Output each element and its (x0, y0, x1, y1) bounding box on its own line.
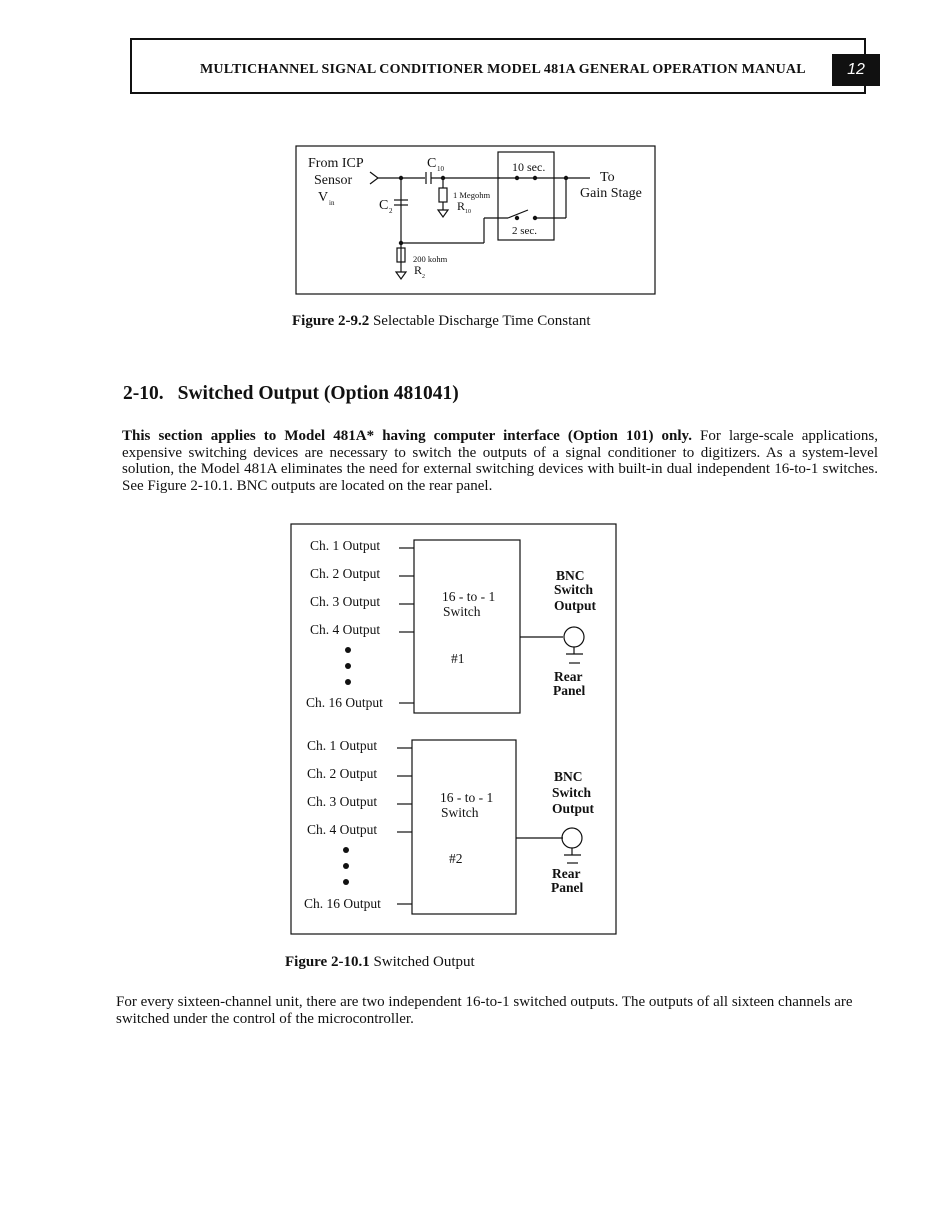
discharge-circuit-diagram (0, 0, 950, 340)
s1-bnc-output: Output (554, 598, 597, 613)
s2-label-line1: 16 - to - 1 (440, 790, 494, 805)
s1-bnc-switch: Switch (554, 582, 594, 597)
s2-input-ch2: Ch. 2 Output (307, 766, 378, 781)
s2-label-line2: Switch (441, 805, 479, 820)
s2-bnc: BNC (554, 769, 583, 784)
r10-value-label: 1 Megohm (453, 190, 491, 200)
s1-label-line2: Switch (443, 604, 481, 619)
r10-subscript: 10 (465, 209, 471, 215)
r2-value-label: 200 kohm (413, 254, 448, 264)
figure-2-9-2-caption-number: Figure 2-9.2 (292, 313, 370, 329)
to-label: To (600, 170, 615, 185)
vin-label: V (318, 190, 329, 205)
c2-subscript: 2 (389, 207, 393, 215)
figure-2-10-1-caption-number: Figure 2-10.1 (285, 954, 370, 970)
r10-label: R (457, 199, 466, 213)
c10-subscript: 10 (437, 165, 444, 173)
s1-id: #1 (451, 651, 465, 666)
closing-paragraph: For every sixteen-channel unit, there are two independent 16-to-1 switched outputs. The outputs of all sixteen channels are switched under the control of the microcontroller. (116, 994, 853, 1027)
figure-2-10-1-caption (285, 954, 475, 971)
s1-panel: Panel (553, 683, 586, 698)
s2-input-ch3: Ch. 3 Output (307, 794, 378, 809)
s1-input-ch16: Ch. 16 Output (306, 695, 383, 710)
s2-input-ch1: Ch. 1 Output (307, 738, 378, 753)
s1-input-ch3: Ch. 3 Output (310, 594, 381, 609)
s2-id: #2 (449, 851, 463, 866)
from-icp-label: From ICP (308, 156, 364, 171)
section-number: 2-10. (123, 383, 164, 404)
intro-text: For large-scale applications, expensive switching devices are necessary to switch the outputs of a signal conditioner to digitizers. As a system-level solution, the Model 481A eliminates the need for external switching devices with built-in dual independent 16-to-1 switches. See Figure 2-10.1. BNC outputs are located on the rear panel. (122, 428, 878, 494)
ten-sec-label: 10 sec. (512, 160, 546, 174)
s2-rear: Rear (552, 866, 581, 881)
s1-label-line1: 16 - to - 1 (442, 589, 496, 604)
intro-bold-sentence: This section applies to Model 481A* having computer interface (Option 101) only. (122, 428, 692, 444)
switched-output-diagram (0, 510, 950, 950)
sensor-label: Sensor (314, 173, 353, 188)
c10-label: C (427, 156, 437, 171)
page-number: 12 (832, 54, 880, 86)
r2-subscript: 2 (422, 274, 425, 280)
s1-input-ch4: Ch. 4 Output (310, 622, 381, 637)
gain-stage-label: Gain Stage (580, 186, 642, 201)
s2-bnc-switch: Switch (552, 785, 592, 800)
section-heading (123, 383, 459, 405)
c2-label: C (379, 198, 389, 213)
vin-subscript: in (329, 199, 335, 207)
section-intro-paragraph (122, 428, 878, 494)
r2-label: R (414, 263, 423, 277)
two-sec-label: 2 sec. (512, 225, 538, 237)
s2-bnc-output: Output (552, 801, 595, 816)
s2-panel: Panel (551, 880, 584, 895)
s1-input-ch1: Ch. 1 Output (310, 538, 381, 553)
section-title: Switched Output (Option 481041) (177, 383, 459, 404)
s2-input-ch16: Ch. 16 Output (304, 896, 381, 911)
figure-2-9-2-caption (292, 313, 591, 330)
s1-bnc: BNC (556, 568, 585, 583)
figure-2-9-2-caption-text: Selectable Discharge Time Constant (369, 313, 591, 329)
s1-rear: Rear (554, 669, 583, 684)
manual-title: MULTICHANNEL SIGNAL CONDITIONER MODEL 481A GENERAL OPERATION MANUAL (200, 62, 806, 77)
s1-input-ch2: Ch. 2 Output (310, 566, 381, 581)
figure-2-10-1-caption-text: Switched Output (369, 954, 475, 970)
s2-input-ch4: Ch. 4 Output (307, 822, 378, 837)
